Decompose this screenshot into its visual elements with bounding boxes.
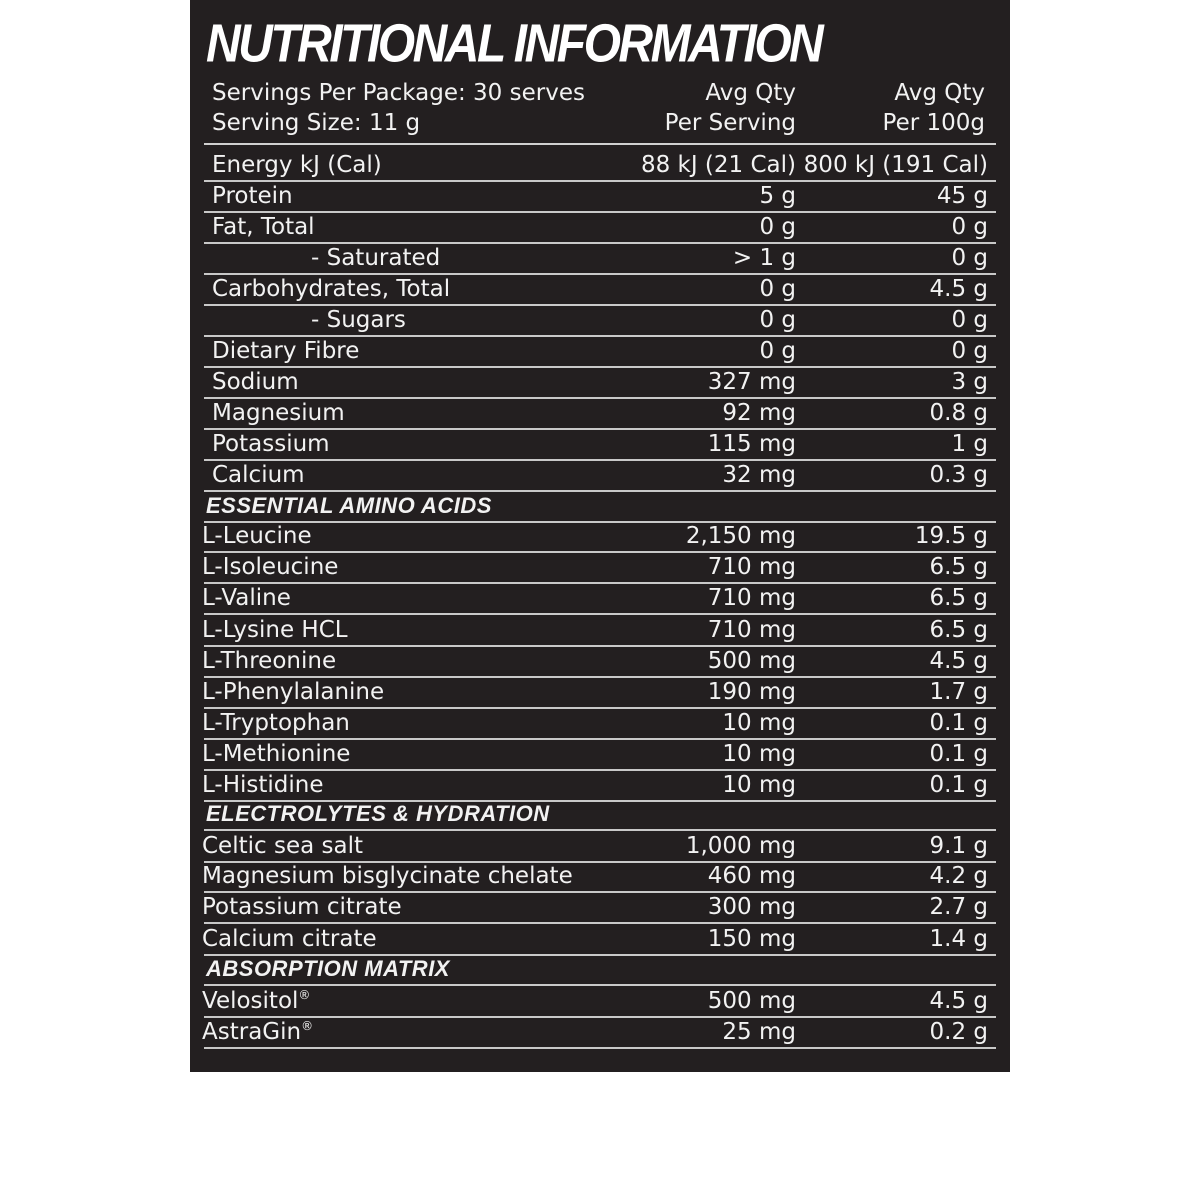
electrolyte-row-celtic-sea-salt: Celtic sea salt 1,000 mg 9.1 g [204, 830, 996, 863]
amino-row-l-leucine: L-Leucine 2,150 mg 19.5 g [204, 522, 996, 553]
nutrient-row-saturated: - Saturated > 1 g 0 g [204, 243, 996, 275]
registered-mark: ® [301, 1019, 314, 1033]
absorption-row-velositol: Velositol® 500 mg 4.5 g [204, 985, 996, 1018]
nutrient-row-sodium: Sodium 327 mg 3 g [204, 367, 996, 399]
nutrient-row-potassium: Potassium 115 mg 1 g [204, 429, 996, 461]
amino-row-l-valine: L-Valine 710 mg 6.5 g [204, 584, 996, 615]
amino-row-l-lysine-hcl: L-Lysine HCL 710 mg 6.5 g [204, 615, 996, 647]
column-header-per-serving: Avg Qty Per Serving [664, 80, 796, 136]
electrolyte-row-magnesium-bisglycinate: Magnesium bisglycinate chelate 460 mg 4.2 g [204, 862, 996, 893]
amino-row-l-phenylalanine: L-Phenylalanine 190 mg 1.7 g [204, 677, 996, 709]
section-heading-absorption-matrix: ABSORPTION MATRIX [204, 955, 996, 986]
amino-row-l-threonine: L-Threonine 500 mg 4.5 g [204, 646, 996, 678]
nutrient-row-carbohydrates: Carbohydrates, Total 0 g 4.5 g [204, 274, 996, 306]
nutrient-row-energy: Energy kJ (Cal) 88 kJ (21 Cal) 800 kJ (191 Cal) [204, 147, 996, 182]
nutrient-row-sugars: - Sugars 0 g 0 g [204, 305, 996, 337]
nutrient-row-magnesium: Magnesium 92 mg 0.8 g [204, 398, 996, 430]
serving-info [212, 78, 585, 138]
amino-row-l-isoleucine: L-Isoleucine 710 mg 6.5 g [204, 553, 996, 584]
panel-title: NUTRITIONAL INFORMATION [206, 14, 822, 74]
amino-row-l-methionine: L-Methionine 10 mg 0.1 g [204, 739, 996, 771]
header-divider [204, 143, 996, 145]
column-header-per-100g: Avg Qty Per 100g [882, 80, 985, 136]
section-heading-essential-amino-acids: ESSENTIAL AMINO ACIDS [204, 491, 996, 523]
nutrient-row-calcium: Calcium 32 mg 0.3 g [204, 460, 996, 492]
section-heading-electrolytes-hydration: ELECTROLYTES & HYDRATION [204, 801, 996, 831]
nutrient-row-fat-total: Fat, Total 0 g 0 g [204, 212, 996, 244]
electrolyte-row-calcium-citrate: Calcium citrate 150 mg 1.4 g [204, 923, 996, 956]
servings-per-package: Servings Per Package: 30 serves [212, 80, 585, 106]
amino-row-l-tryptophan: L-Tryptophan 10 mg 0.1 g [204, 708, 996, 740]
amino-row-l-histidine: L-Histidine 10 mg 0.1 g [204, 770, 996, 802]
nutrient-row-dietary-fibre: Dietary Fibre 0 g 0 g [204, 336, 996, 368]
electrolyte-row-potassium-citrate: Potassium citrate 300 mg 2.7 g [204, 892, 996, 924]
serving-size: Serving Size: 11 g [212, 110, 421, 136]
nutrition-panel [190, 0, 1010, 1072]
registered-mark: ® [298, 988, 311, 1002]
nutrient-row-protein: Protein 5 g 45 g [204, 181, 996, 213]
absorption-row-astragin: AstraGin® 25 mg 0.2 g [204, 1017, 996, 1049]
